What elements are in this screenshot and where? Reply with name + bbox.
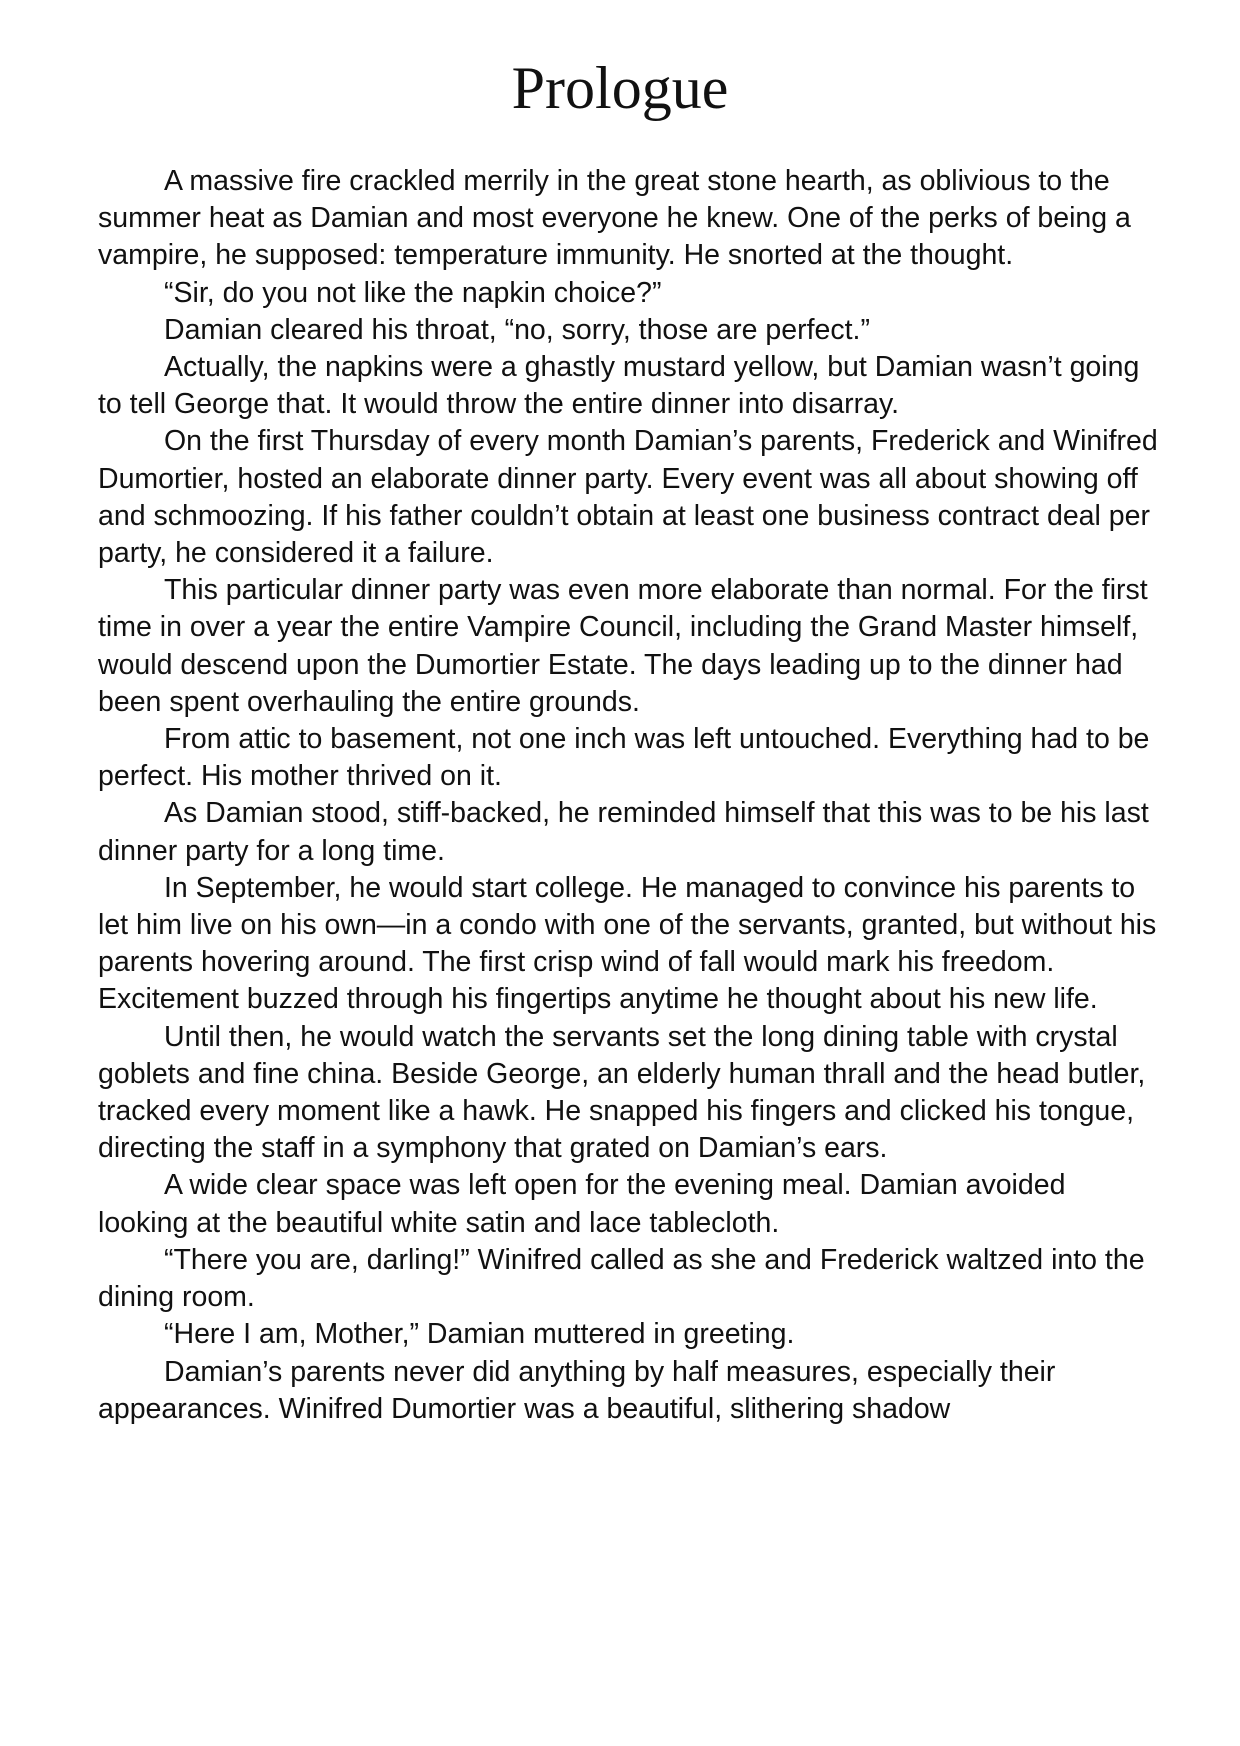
- paragraph: In September, he would start college. He managed to convince his parents to let him live on his own—in a condo with one of the servants, granted, but without his parents hovering around. The first crisp wind of fall would mark his freedom. Excitement buzzed through his fingertips anytime he thought about his new life.: [98, 871, 1157, 1016]
- paragraph: Until then, he would watch the servants set the long dining table with crystal goblets and fine china. Beside George, an elderly human thrall and the head butler, tracked every moment like a hawk. He snapped his fingers and clicked his tongue, directing the staff in a symphony that grated on Damian’s ears.: [98, 1020, 1146, 1165]
- paragraph: This particular dinner party was even more elaborate than normal. For the first time in over a year the entire Vampire Council, including the Grand Master himself, would descend upon the Dumortier Estate. The days leading up to the dinner had been spent overhauling the entire grounds.: [98, 574, 1148, 718]
- paragraph: As Damian stood, stiff-backed, he reminded himself that this was to be his last dinner party for a long time.: [98, 797, 1149, 867]
- paragraph: “Sir, do you not like the napkin choice?”: [164, 276, 662, 309]
- chapter-title: Prologue: [511, 55, 729, 121]
- paragraph: From attic to basement, not one inch was left untouched. Everything had to be perfect. His mother thrived on it.: [98, 723, 1150, 793]
- paragraph: Damian’s parents never did anything by half measures, especially their appearances. Winifred Dumortier was a beautiful, slithering shadow: [98, 1355, 1056, 1425]
- paragraph: On the first Thursday of every month Damian’s parents, Frederick and Winifred Dumortier, hosted an elaborate dinner party. Every event was all about showing off and schmoozing. If his father couldn’t obtain at least one business contract deal per party, he considered it a failure.: [98, 425, 1158, 570]
- chapter-body: [98, 163, 1158, 1428]
- paragraph: “Here I am, Mother,” Damian muttered in greeting.: [164, 1318, 795, 1351]
- paragraph: A massive fire crackled merrily in the great stone hearth, as oblivious to the summer heat as Damian and most everyone he knew. One of the perks of being a vampire, he supposed: temperature immunity. He snorted at the thought.: [98, 165, 1131, 272]
- paragraph: Actually, the napkins were a ghastly mustard yellow, but Damian wasn’t going to tell George that. It would throw the entire dinner into disarray.: [98, 351, 1140, 421]
- paragraph: A wide clear space was left open for the evening meal. Damian avoided looking at the beautiful white satin and lace tablecloth.: [98, 1169, 1066, 1239]
- paragraph: “There you are, darling!” Winifred called as she and Frederick waltzed into the dining room.: [98, 1243, 1145, 1314]
- paragraph: Damian cleared his throat, “no, sorry, those are perfect.”: [164, 313, 870, 346]
